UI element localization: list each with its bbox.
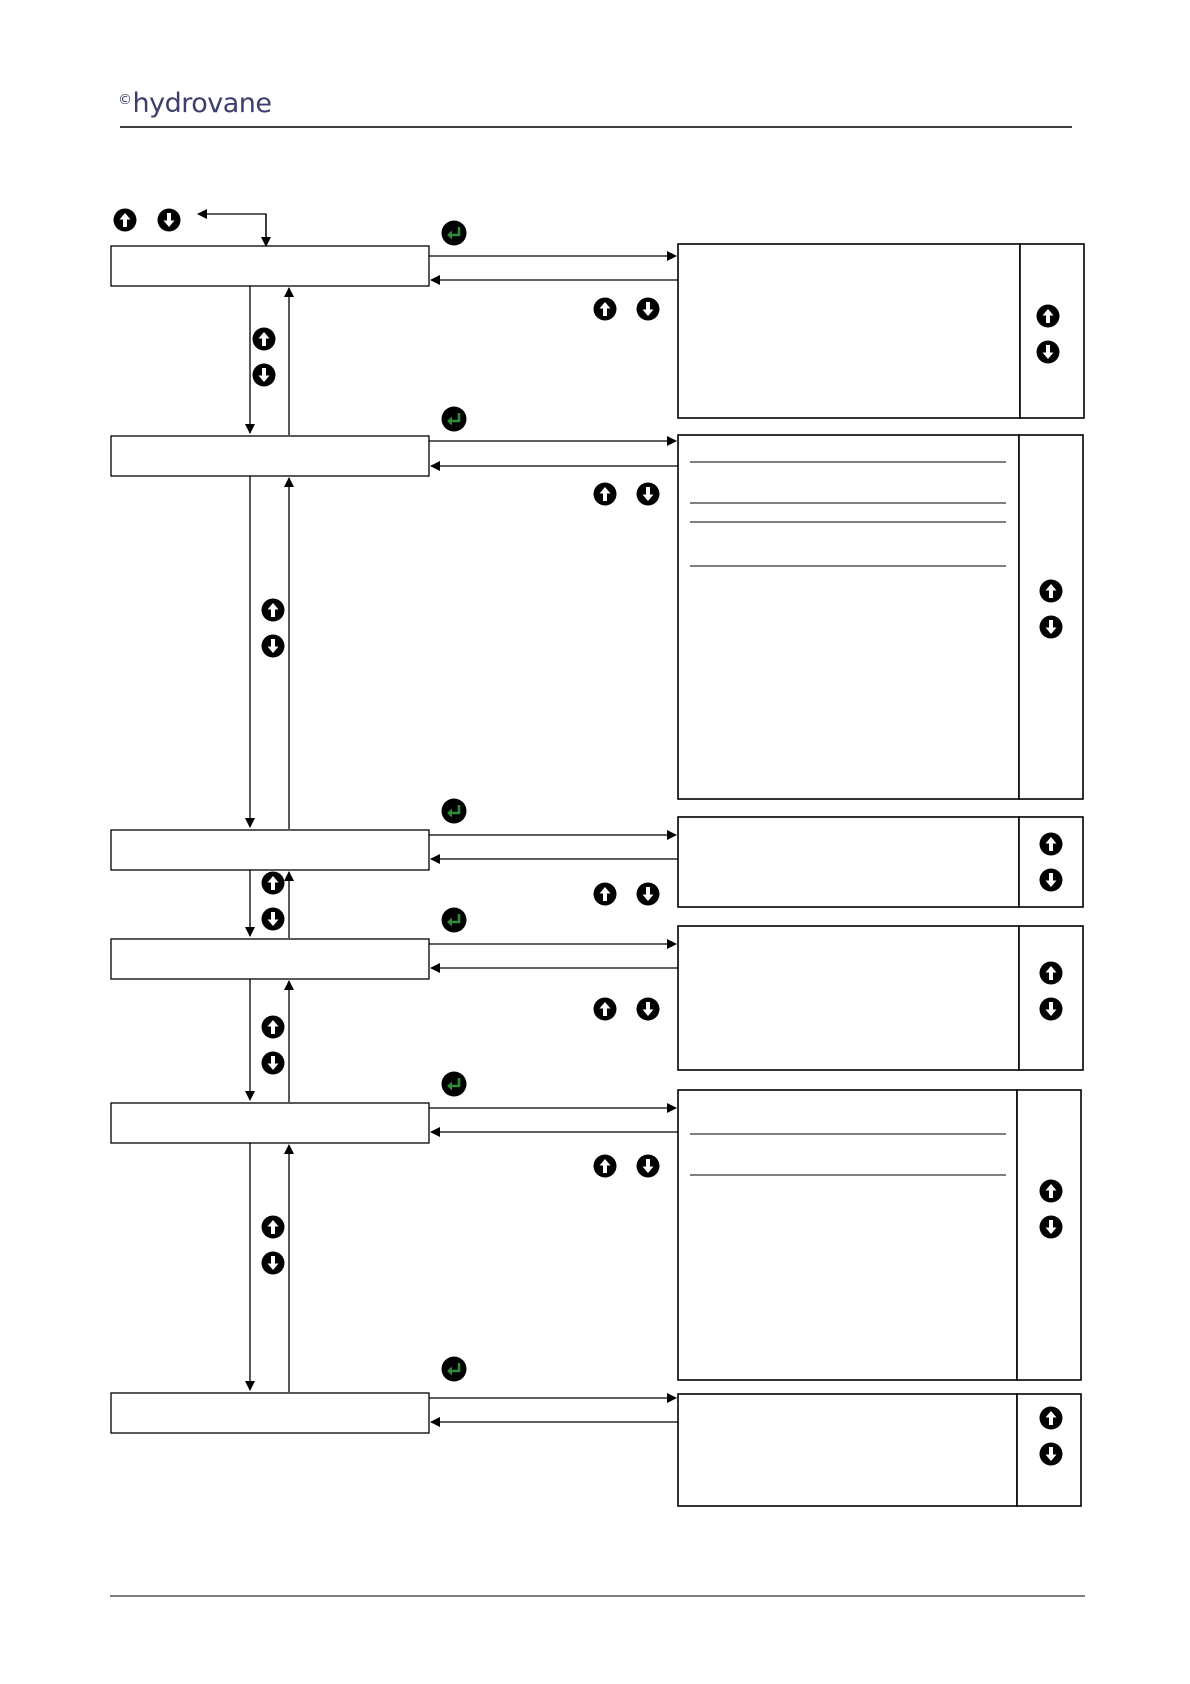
up-arrow-button-icon xyxy=(1040,1407,1063,1430)
menu-item-box xyxy=(111,436,429,476)
down-arrow-button-icon xyxy=(1037,341,1060,364)
down-arrow-button-icon xyxy=(637,483,660,506)
up-arrow-button-icon xyxy=(1040,580,1063,603)
enter-button-icon xyxy=(442,908,467,933)
down-arrow-button-icon xyxy=(1040,1216,1063,1239)
down-arrow-button-icon xyxy=(262,1052,285,1075)
down-arrow-button-icon xyxy=(262,1252,285,1275)
enter-button-icon xyxy=(442,407,467,432)
up-arrow-button-icon xyxy=(1040,1180,1063,1203)
down-arrow-button-icon xyxy=(262,635,285,658)
logo-copyright-symbol: © xyxy=(118,92,132,108)
scroll-column xyxy=(1020,244,1084,418)
up-arrow-button-icon xyxy=(262,1216,285,1239)
down-arrow-button-icon xyxy=(1040,616,1063,639)
up-arrow-button-icon xyxy=(262,872,285,895)
enter-button-icon xyxy=(442,221,467,246)
up-arrow-button-icon xyxy=(594,298,617,321)
menu-item-box xyxy=(111,246,429,286)
up-arrow-button-icon xyxy=(594,998,617,1021)
down-arrow-button-icon xyxy=(637,883,660,906)
down-arrow-button-icon xyxy=(637,998,660,1021)
up-arrow-button-icon xyxy=(262,1016,285,1039)
up-arrow-button-icon xyxy=(1040,962,1063,985)
down-arrow-button-icon xyxy=(1040,998,1063,1021)
down-arrow-button-icon xyxy=(1040,869,1063,892)
submenu-panel xyxy=(678,1394,1017,1506)
menu-item-box xyxy=(111,1393,429,1433)
menu-item-box xyxy=(111,939,429,979)
down-arrow-button-icon xyxy=(1040,1443,1063,1466)
enter-button-icon xyxy=(442,1072,467,1097)
up-arrow-button-icon xyxy=(594,1155,617,1178)
enter-button-icon xyxy=(442,1357,467,1382)
scroll-column xyxy=(1019,817,1083,907)
up-arrow-button-icon xyxy=(114,209,137,232)
submenu-panel xyxy=(678,926,1019,1070)
down-arrow-button-icon xyxy=(637,1155,660,1178)
down-arrow-button-icon xyxy=(637,298,660,321)
menu-item-box xyxy=(111,830,429,870)
enter-button-icon xyxy=(442,799,467,824)
submenu-panel xyxy=(678,244,1020,418)
loop-arrow xyxy=(198,214,266,244)
up-arrow-button-icon xyxy=(1037,305,1060,328)
submenu-panel xyxy=(678,435,1019,799)
up-arrow-button-icon xyxy=(1040,833,1063,856)
down-arrow-button-icon xyxy=(262,908,285,931)
menu-item-box xyxy=(111,1103,429,1143)
up-arrow-button-icon xyxy=(253,328,276,351)
submenu-panel xyxy=(678,817,1019,907)
down-arrow-button-icon xyxy=(158,209,181,232)
up-arrow-button-icon xyxy=(594,483,617,506)
down-arrow-button-icon xyxy=(253,364,276,387)
up-arrow-button-icon xyxy=(594,883,617,906)
logo-text: hydrovane xyxy=(132,88,272,119)
up-arrow-button-icon xyxy=(262,599,285,622)
